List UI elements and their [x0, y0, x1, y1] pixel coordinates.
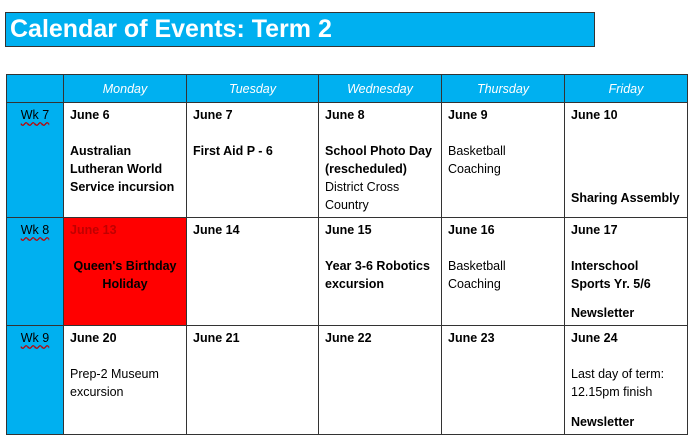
event-text: First Aid P - 6: [193, 144, 273, 158]
day-cell: [565, 218, 688, 326]
week-label-cell: [7, 326, 64, 435]
corner-cell: [7, 75, 64, 103]
day-cell: [319, 326, 442, 435]
day-cell: [64, 103, 187, 218]
day-header-tuesday: Tuesday: [187, 75, 319, 103]
date-label: June 14: [193, 223, 240, 237]
date-label: June 16: [448, 223, 495, 237]
holiday-cell: [64, 218, 187, 326]
week-row: [7, 326, 688, 435]
date-label: June 10: [571, 108, 618, 122]
event-text: Prep-2 Museum: [70, 367, 159, 381]
event-text: Service incursion: [70, 180, 175, 194]
event-text: Sports Yr. 5/6: [571, 277, 651, 291]
header-row: [7, 75, 688, 103]
page-title: Calendar of Events: Term 2: [10, 15, 332, 43]
event-text: 12.15pm finish: [571, 385, 653, 399]
day-cell: [319, 218, 442, 326]
event-text: District Cross: [325, 180, 400, 194]
calendar-table: [6, 74, 688, 435]
event-text: Sharing Assembly: [571, 191, 680, 205]
day-cell: [187, 326, 319, 435]
event-text: Last day of term:: [571, 367, 665, 381]
event-text: Interschool: [571, 259, 639, 273]
day-cell: [187, 103, 319, 218]
event-text: excursion: [325, 277, 385, 291]
day-cell: [64, 326, 187, 435]
date-label: June 6: [70, 108, 110, 122]
day-header-friday: Friday: [565, 75, 688, 103]
date-label: June 22: [325, 331, 372, 345]
week-label: Wk 7: [20, 108, 50, 122]
week-label: Wk 8: [20, 223, 50, 237]
event-text: Basketball: [448, 144, 506, 158]
event-text: Year 3-6 Robotics: [325, 259, 430, 273]
day-cell: [442, 218, 565, 326]
title-bar: [5, 12, 595, 47]
date-label: June 13: [70, 223, 117, 237]
date-label: June 20: [70, 331, 117, 345]
day-cell: [565, 103, 688, 218]
event-text: Basketball: [448, 259, 506, 273]
date-label: June 17: [571, 223, 618, 237]
date-label: June 7: [193, 108, 233, 122]
event-text: (rescheduled): [325, 162, 407, 176]
event-text: excursion: [70, 385, 124, 399]
date-label: June 15: [325, 223, 372, 237]
event-text: Holiday: [102, 277, 148, 291]
date-label: June 24: [571, 331, 618, 345]
event-text: Queen's Birthday: [73, 259, 177, 273]
week-row: [7, 218, 688, 326]
event-text: Coaching: [448, 277, 501, 291]
day-cell: [442, 103, 565, 218]
day-cell: [187, 218, 319, 326]
week-label-cell: [7, 218, 64, 326]
day-cell: [442, 326, 565, 435]
day-header-wednesday: Wednesday: [319, 75, 442, 103]
day-header-thursday: Thursday: [442, 75, 565, 103]
date-label: June 8: [325, 108, 365, 122]
event-text: Newsletter: [571, 306, 635, 320]
event-text: Newsletter: [571, 415, 635, 429]
date-label: June 21: [193, 331, 240, 345]
week-label: Wk 9: [20, 331, 50, 345]
week-row: [7, 103, 688, 218]
date-label: June 23: [448, 331, 495, 345]
event-text: School Photo Day: [325, 144, 432, 158]
week-label-cell: [7, 103, 64, 218]
date-label: June 9: [448, 108, 488, 122]
day-cell: [319, 103, 442, 218]
day-cell: [565, 326, 688, 435]
event-text: Coaching: [448, 162, 501, 176]
event-text: Country: [325, 198, 369, 212]
day-header-monday: Monday: [64, 75, 187, 103]
event-text: Australian: [70, 144, 132, 158]
event-text: Lutheran World: [70, 162, 163, 176]
